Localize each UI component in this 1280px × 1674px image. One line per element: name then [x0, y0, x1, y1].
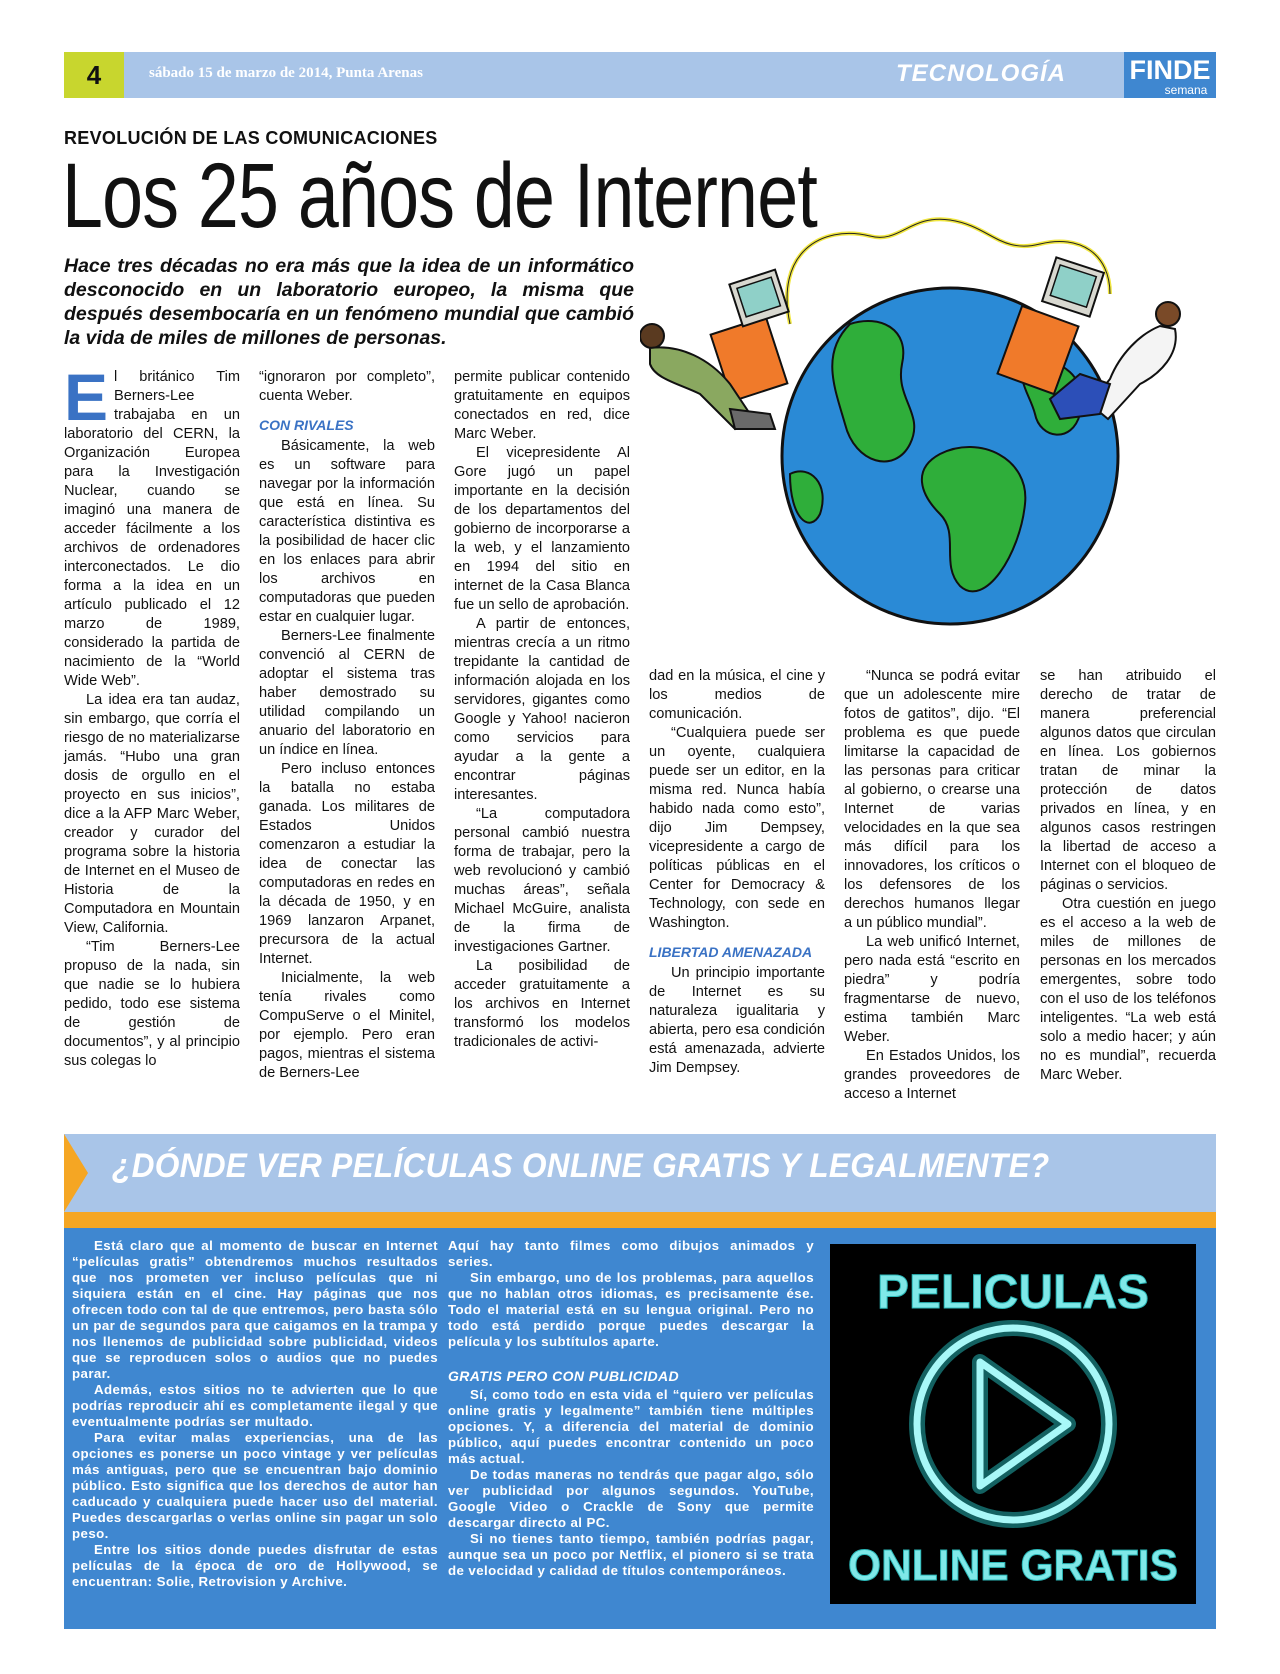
paragraph: “Tim Berners-Lee propuso de la nada, sin que nadie se lo hubiera pedido, todo ese sistema de gestión de documentos”, y al principio sus colegas lo — [64, 939, 240, 1069]
date-place: sábado 15 de marzo de 2014, Punta Arenas — [149, 65, 423, 81]
page-number: 4 — [64, 52, 124, 98]
subhead: CON RIVALES — [259, 417, 354, 433]
paragraph: Básicamente, la web es un software para navegar por la información que está en línea. Su característica distintiva es la posibilidad de hacer clic en los enlaces para abrir los archivos en computadoras que pueden estar en cualquier lugar. — [259, 438, 435, 625]
paragraph: En Estados Unidos, los grandes proveedores de acceso a Internet — [844, 1048, 1020, 1102]
paragraph: Si no tienes tanto tiempo, también podrías pagar, aunque sea un poco por Netflix, el pionero si se trata de velocidad y calidad de títulos contemporáneos. — [448, 1531, 814, 1578]
finde-logo — [1124, 52, 1216, 98]
article-column-2 — [259, 368, 435, 1083]
paragraph: El vicepresidente Al Gore jugó un papel importante en la decisión de los departamentos del gobierno de incorporarse a la web, y el lanzamiento en 1994 del sitio en internet de la Casa Blanca fue un sello de aprobación. — [454, 445, 630, 613]
logo-main: FINDE — [1129, 55, 1211, 85]
paragraph: se han atribuido el derecho de tratar de manera preferencial algunos datos que circulan en línea. Los gobiernos tratan de minar la protección de datos privados en línea, y en algunos casos restringen la libertad de acceso a Internet con el bloqueo de páginas o servicios. — [1040, 668, 1216, 893]
paragraph: “ignoraron por completo”, cuenta Weber. — [259, 369, 435, 404]
paragraph: Berners-Lee finalmente convenció al CERN de adoptar el sistema tras haber demostrado su utilidad compilando un anuario del laboratorio en un índice en línea. — [259, 628, 435, 758]
box-column-2 — [448, 1238, 814, 1579]
paragraph: l británico Tim Berners-Lee trabajaba en un laboratorio del CERN, la Organización Europea para la Investigación Nuclear, cuando se imaginó una manera de acceder fácilmente a los archivos de ordenadores interconectados. Le dio forma a la idea en un artículo publicado el 12 marzo de 1989, considerado la partida de nacimiento de la “World Wide Web”. — [64, 369, 240, 689]
box-title: ¿DÓNDE VER PELÍCULAS ONLINE GRATIS Y LEGALMENTE? — [112, 1147, 1050, 1185]
paragraph: Pero incluso entonces la batalla no estaba ganada. Los militares de Estados Unidos comenzaron a estudiar la idea de conectar las computadoras en redes en la década de 1950, y en 1969 lanzaron Arpanet, precursora de la actual Internet. — [259, 761, 435, 967]
arrow-marker-icon — [64, 1134, 88, 1212]
article-column-6 — [1040, 667, 1216, 1085]
paragraph: La web unificó Internet, pero nada está “escrito en piedra” y podría fragmentarse de nuevo, estima también Marc Weber. — [844, 934, 1020, 1045]
paragraph: Otra cuestión en juego es el acceso a la web de miles de millones de personas en los mercados emergentes, sobre todo con el uso de los teléfonos inteligentes. “La web está solo a medio hacer; y aún no es mundial”, recuerda Marc Weber. — [1040, 896, 1216, 1083]
globe-illustration — [640, 214, 1230, 626]
paragraph: Entre los sitios donde puedes disfrutar de estas películas de la época de oro de Hollywood, se encuentran: Solie, Retrovision y Archive. — [72, 1542, 438, 1589]
paragraph: Aquí hay tanto filmes como dibujos animados y series. — [448, 1238, 814, 1269]
paragraph: Un principio importante de Internet es su naturaleza igualitaria y abierta, pero esa condición está amenazada, advierte Jim Dempsey. — [649, 965, 825, 1076]
article-lead: Hace tres décadas no era más que la idea de un informático desconocido en un laboratorio europeo, la misma que después desembocaría en un fenómeno mundial que cambió la vida de miles de millones de personas. — [64, 255, 634, 349]
article-title: Los 25 años de Internet — [62, 145, 817, 247]
page-header — [64, 52, 1216, 98]
box-column-1 — [72, 1238, 438, 1590]
paragraph: Inicialmente, la web tenía rivales como CompuServe o el Minitel, por ejemplo. Pero eran pagos, mientras el sistema de Berners-Lee — [259, 970, 435, 1081]
paragraph: La idea era tan audaz, sin embargo, que corría el riesgo de no materializarse jamás. “Hubo una gran dosis de orgullo en el proyecto en sus inicios”, dice a la AFP Marc Weber, creador y curador del programa sobre la historia de Internet en el Museo de Historia de la Computadora en Mountain View, California. — [64, 692, 240, 936]
article-column-3 — [454, 368, 630, 1052]
box-stripe — [64, 1212, 1216, 1228]
paragraph: La posibilidad de acceder gratuitamente a los archivos en Internet transformó los modelos tradicionales de activi- — [454, 958, 630, 1050]
poster-top-text: PELICULAS — [876, 1266, 1150, 1319]
subhead: LIBERTAD AMENAZADA — [649, 944, 813, 960]
paragraph: Sí, como todo en esta vida el “quiero ver películas online gratis y legalmente” también tiene múltiples opciones. Y, a diferencia del material de dominio público, aquí puedes encontrar contenido un poco más actual. — [448, 1387, 814, 1466]
dropcap: E — [64, 360, 109, 434]
paragraph: “La computadora personal cambió nuestra forma de trabajar, pero la web revolucionó y cambió muchas áreas”, señala Michael McGuire, analista de la firma de investigaciones Gartner. — [454, 806, 630, 955]
logo-sub: semana — [1164, 83, 1208, 97]
paragraph: Sin embargo, uno de los problemas, para aquellos que no hablan otros idiomas, es precisamente ése. Todo el material está en su lengua original. Pero no todo está perdido porque puedes descargar la película y los subtítulos aparte. — [448, 1270, 814, 1349]
paragraph: A partir de entonces, mientras crecía a un ritmo trepidante la cantidad de información alojada en los servidores, gigantes como Google y Yahoo! nacieron como servicios para ayudar a la gente a encontrar páginas interesantes. — [454, 616, 630, 803]
subhead: GRATIS PERO CON PUBLICIDAD — [448, 1368, 680, 1384]
paragraph: Además, estos sitios no te advierten que lo que podrías reproducir ahí es completamente ilegal y que eventualmente podrías ser multado. — [72, 1382, 438, 1429]
article-column-5 — [844, 667, 1020, 1104]
article-column-4 — [649, 667, 825, 1078]
poster-bottom-text: ONLINE GRATIS — [848, 1541, 1178, 1590]
paragraph: Está claro que al momento de buscar en Internet “películas gratis” obtendremos muchos resultados que nos prometen ver incluso películas que ni siquiera están en el cine. Hay páginas que nos ofrecen todo con tal de que entremos, pero basta sólo un par de segundos para que caigamos en la trampa y nos llenemos de publicidad sobre publicidad, videos que se reproducen solos o audios que no puedes parar. — [72, 1238, 438, 1381]
article-column-1 — [64, 360, 240, 1071]
paragraph: dad en la música, el cine y los medios de comunicación. — [649, 668, 825, 722]
paragraph: “Nunca se podrá evitar que un adolescente mire fotos de gatitos”, dijo. “El problema es que puede limitarse la capacidad de las personas para criticar al gobierno, o crearse una Internet de varias velocidades en la que sea más difícil para los innovadores, los críticos o los defensores de los derechos humanos llegar a un público mundial”. — [844, 668, 1020, 931]
paragraph: De todas maneras no tendrás que pagar algo, sólo ver publicidad por algunos segundos. YouTube, Google Video o Crackle de Sony que permite descargar directo al PC. — [448, 1467, 814, 1530]
peliculas-poster — [830, 1244, 1196, 1604]
paragraph: Para evitar malas experiencias, una de las opciones es ponerse un poco vintage y ver películas más antiguas, pero que se encuentran bajo dominio público. Esto significa que los derechos de autor han caducado y cualquiera puede hacer uso del material. Puedes descargarlas o verlas online sin pagar un solo peso. — [72, 1430, 438, 1541]
article-kicker: REVOLUCIÓN DE LAS COMUNICACIONES — [64, 128, 438, 148]
paragraph: permite publicar contenido gratuitamente en equipos conectados en red, dice Marc Weber. — [454, 369, 630, 442]
paragraph: “Cualquiera puede ser un oyente, cualquiera puede ser un editor, en la misma red. Nunca había habido nada como esto”, dijo Jim Dempsey, vicepresidente a cargo de políticas públicas en el Center for Democracy & Technology, con sede en Washington. — [649, 725, 825, 931]
section-label: TECNOLOGÍA — [896, 60, 1066, 87]
